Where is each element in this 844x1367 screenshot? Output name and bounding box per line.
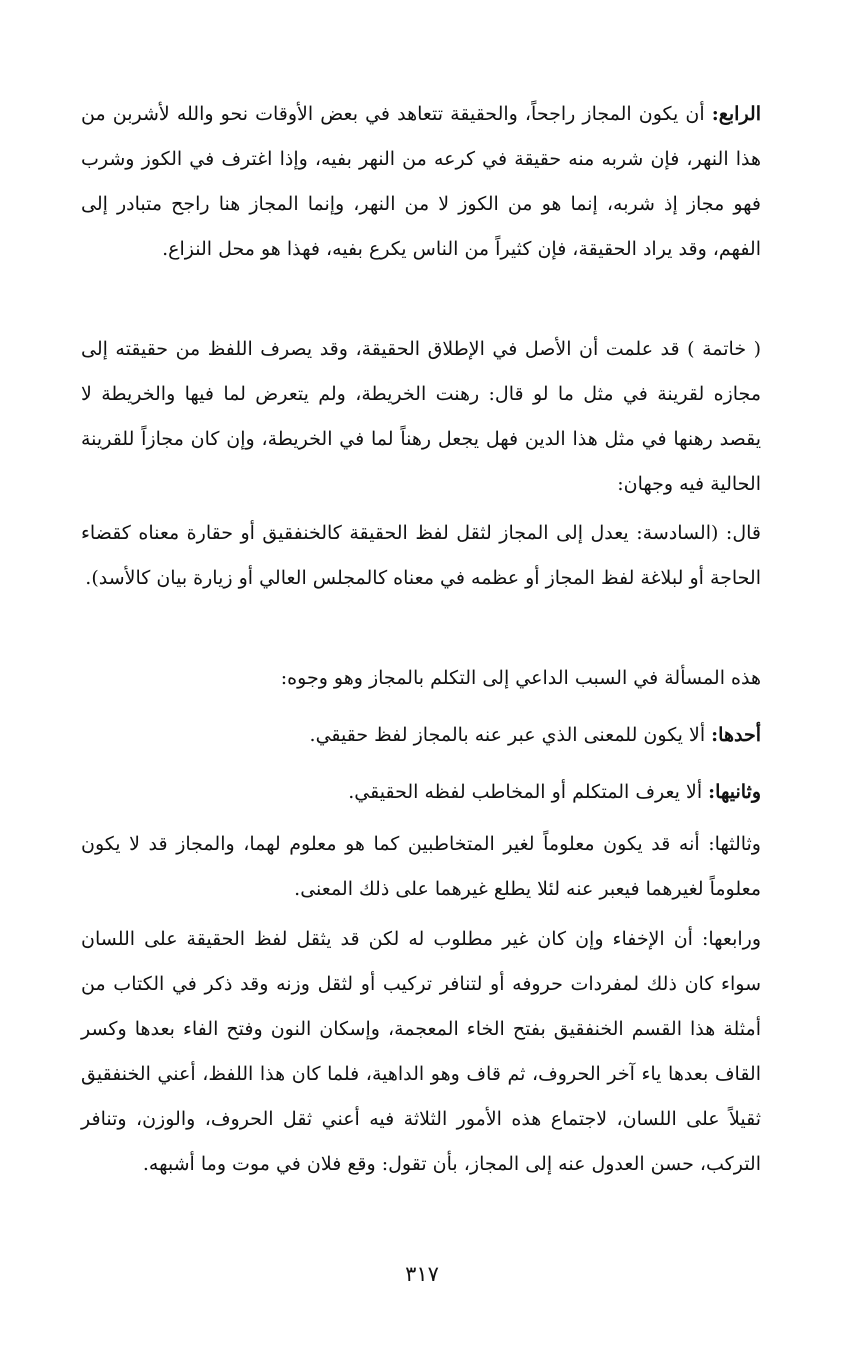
paragraph-third [81,822,761,912]
paragraph-text: وثالثها: أنه قد يكون معلوماً لغير المتخاطبين كما هو معلوم لهما، والمجاز قد لا يكون معلوماً لغيرهما فيعبر عنه لئلا يطلع غيرهما على ذلك المعنى. [81,833,761,900]
paragraph-lead: أحدها: [711,724,761,746]
paragraph-intro [81,656,761,701]
paragraph-fourth-reason [81,917,761,1187]
paragraph-text: هذه المسألة في السبب الداعي إلى التكلم بالمجاز وهو وجوه: [280,667,761,689]
paragraph-text: أن يكون المجاز راجحاً، والحقيقة تتعاهد في بعض الأوقات نحو والله لأشربن من هذا النهر، فإن شربه منه حقيقة في كرعه من النهر بفيه، وإذا اغترف في الكوز وشرب فهو مجاز إذ شربه، إنما هو من الكوز لا من النهر، وإنما المجاز هنا راجح متبادر إلى الفهم، وقد يراد الحقيقة، فإن كثيراً من الناس يكرع بفيه، فهذا هو محل النزاع. [81,103,761,260]
paragraph-conclusion [81,327,761,507]
paragraph-text: ألا يكون للمعنى الذي عبر عنه بالمجاز لفظ حقيقي. [309,724,712,746]
paragraph-text: قال: (السادسة: يعدل إلى المجاز لثقل لفظ الحقيقة كالخنفقيق أو حقارة معناه كقضاء الحاجة أو لبلاغة لفظ المجاز أو عظمه في معناه كالمجلس العالي أو زيارة بيان كالأسد). [81,522,761,589]
paragraph-second [81,770,761,815]
paragraph-text: ( خاتمة ) قد علمت أن الأصل في الإطلاق الحقيقة، وقد يصرف اللفظ من حقيقته إلى مجازه لقرينة في مثل ما لو قال: رهنت الخريطة، ولم يتعرض لما فيها والخريطة لا يقصد رهنها في مثل هذا الدين فهل يجعل رهناً لما في الخريطة، وإن كان مجازاً للقرينة الحالية فيه وجهان: [81,338,761,495]
paragraph-text: ورابعها: أن الإخفاء وإن كان غير مطلوب له لكن قد يثقل لفظ الحقيقة على اللسان سواء كان ذلك لمفردات حروفه أو لتنافر تركيب أو لثقل وزنه وقد ذكر في الكتاب من أمثلة هذا القسم الخنفقيق بفتح الخاء المعجمة، وإسكان النون وفتح الفاء بعدها وكسر القاف بعدها ياء آخر الحروف، ثم قاف وهو الداهية، فلما كان هذا اللفظ، أعني الخنفقيق ثقيلاً على اللسان، لاجتماع هذه الأمور الثلاثة فيه أعني ثقل الحروف، والوزن، وتنافر التركب، حسن العدول عنه إلى المجاز، بأن تقول: وقع فلان في موت وما أشبهه. [81,928,761,1175]
paragraph-fourth [81,92,761,272]
paragraph-lead: وثانيها: [708,781,761,803]
paragraph-lead: الرابع: [711,103,761,125]
page-number: ٣١٧ [405,1262,439,1286]
paragraph-text: ألا يعرف المتكلم أو المخاطب لفظه الحقيقي. [348,781,709,803]
paragraph-first [81,713,761,758]
paragraph-sixth [81,511,761,601]
